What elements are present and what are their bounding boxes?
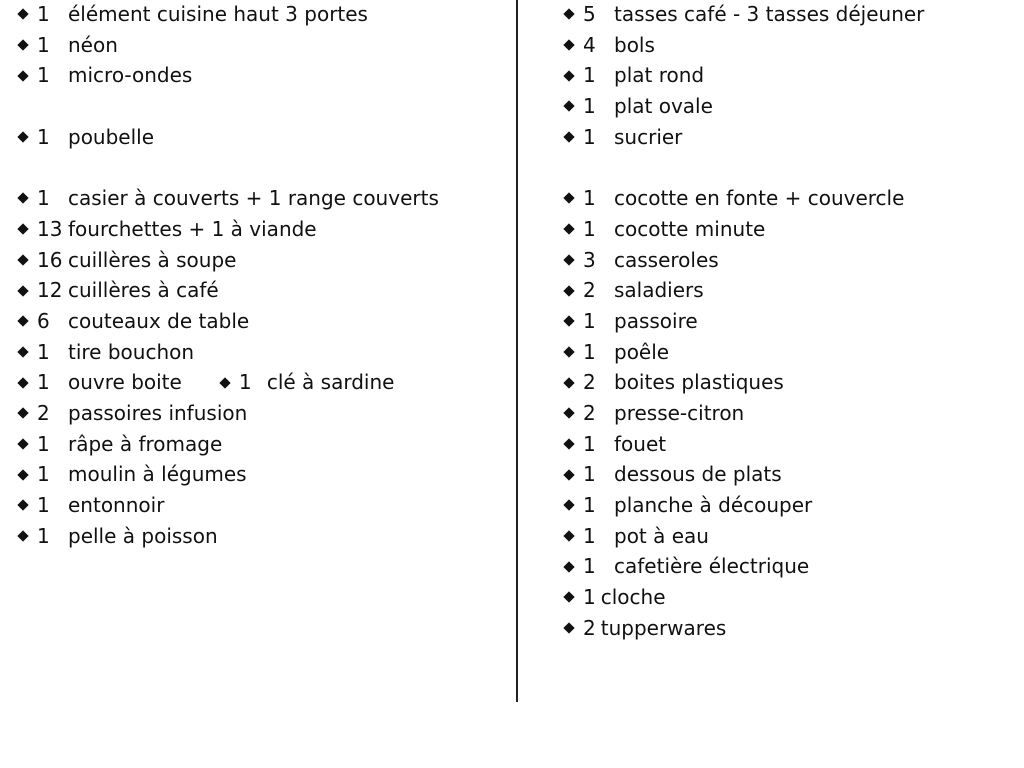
- list-item: [16, 60, 511, 91]
- list-item: [16, 337, 511, 368]
- diamond-bullet-icon: [17, 408, 28, 419]
- item-label: poubelle: [68, 124, 155, 149]
- list-item: [16, 275, 511, 306]
- item-quantity: 1: [583, 216, 596, 241]
- diamond-bullet-icon: [17, 39, 28, 50]
- item-label: moulin à légumes: [68, 462, 247, 487]
- diamond-bullet-icon: [17, 377, 28, 388]
- list-item: [562, 91, 1012, 122]
- list-item: [562, 60, 1012, 91]
- item-label: tire bouchon: [68, 339, 195, 364]
- item-quantity: 2: [583, 370, 596, 395]
- item-label: cafetière électrique: [614, 554, 810, 579]
- item-quantity: 3: [583, 247, 596, 272]
- item-label: fourchettes + 1 à viande: [68, 216, 317, 241]
- item-label: planche à découper: [614, 493, 813, 517]
- diamond-bullet-icon: [563, 254, 574, 265]
- item-label: casier à couverts + 1 range couverts: [68, 186, 439, 211]
- item-label: bols: [614, 32, 655, 57]
- item-label: saladiers: [614, 278, 704, 303]
- diamond-bullet-icon: [563, 469, 574, 480]
- item-label: pot à eau: [614, 523, 709, 548]
- item-label: presse-citron: [614, 400, 745, 425]
- diamond-bullet-icon: [563, 530, 574, 541]
- item-quantity: 1: [583, 431, 596, 456]
- item-quantity: 12: [37, 278, 63, 303]
- item-label: couteaux de table: [68, 308, 250, 333]
- item-label: passoire: [614, 308, 698, 333]
- list-item: [562, 122, 1012, 153]
- diamond-bullet-icon: [563, 408, 574, 419]
- list-item: [562, 214, 1012, 245]
- diamond-bullet-icon: [17, 346, 28, 357]
- list-item: [16, 0, 511, 30]
- item-quantity: 1: [583, 493, 596, 517]
- list-item: [16, 122, 511, 153]
- item-label: sucrier: [614, 124, 683, 149]
- item-label: clé à sardine: [266, 370, 395, 395]
- list-item: [16, 183, 511, 214]
- list-item: [562, 183, 1012, 214]
- diamond-bullet-icon: [17, 469, 28, 480]
- diamond-bullet-icon: [563, 561, 574, 572]
- item-quantity: 1: [583, 308, 596, 333]
- item-label: cuillères à soupe: [68, 247, 237, 272]
- item-quantity: 1: [583, 523, 596, 548]
- list-item: [16, 306, 511, 337]
- diamond-bullet-icon: [563, 101, 574, 112]
- list-item: [16, 367, 511, 398]
- list-item: [16, 459, 511, 490]
- item-quantity: 2: [583, 278, 596, 303]
- list-item: [562, 337, 1012, 368]
- item-quantity: 4: [583, 32, 596, 57]
- diamond-bullet-icon: [563, 39, 574, 50]
- list-item: [562, 245, 1012, 276]
- item-quantity: 1: [583, 554, 596, 579]
- item-label: passoires infusion: [68, 400, 248, 425]
- item-quantity: 6: [37, 308, 50, 333]
- list-item: [562, 490, 1012, 521]
- item-label: fouet: [614, 431, 667, 456]
- diamond-bullet-icon: [17, 9, 28, 20]
- item-label: tasses café - 3 tasses déjeuner: [614, 2, 925, 26]
- item-label: tupperwares: [600, 615, 727, 640]
- item-quantity: 1: [238, 370, 252, 395]
- list-item: [16, 521, 511, 552]
- diamond-bullet-icon: [563, 9, 574, 20]
- list-item: [562, 459, 1012, 490]
- item-quantity: 1: [37, 32, 50, 57]
- diamond-bullet-icon: [563, 70, 574, 81]
- left-inventory-column: [16, 0, 511, 551]
- list-item: [562, 582, 1012, 613]
- item-quantity: 2: [583, 615, 596, 640]
- diamond-bullet-icon: [17, 500, 28, 511]
- diamond-bullet-icon: [17, 438, 28, 449]
- item-quantity: 2: [583, 400, 596, 425]
- right-inventory-column: [562, 0, 1012, 643]
- diamond-bullet-icon: [563, 622, 574, 633]
- item-label: ouvre boite: [68, 370, 182, 395]
- item-label: boites plastiques: [614, 370, 784, 395]
- item-quantity: 1: [583, 63, 596, 88]
- item-quantity: 16: [37, 247, 63, 272]
- list-spacer: [562, 152, 1012, 183]
- item-quantity: 1: [583, 462, 596, 487]
- item-label: cocotte minute: [614, 216, 766, 241]
- item-quantity: 2: [37, 400, 50, 425]
- list-item: [562, 275, 1012, 306]
- diamond-bullet-icon: [563, 223, 574, 234]
- diamond-bullet-icon: [563, 131, 574, 142]
- list-item: [562, 30, 1012, 61]
- list-spacer: [16, 152, 511, 183]
- item-label: râpe à fromage: [68, 431, 223, 456]
- item-quantity: 1: [37, 462, 50, 487]
- diamond-bullet-icon: [563, 316, 574, 327]
- item-label: casseroles: [614, 247, 719, 272]
- list-item: [562, 429, 1012, 460]
- item-label: plat rond: [614, 63, 705, 88]
- item-quantity: 1: [37, 431, 50, 456]
- list-item: [16, 490, 511, 521]
- diamond-bullet-icon: [17, 316, 28, 327]
- item-label: cocotte en fonte + couvercle: [614, 186, 905, 211]
- diamond-bullet-icon: [563, 500, 574, 511]
- list-item: [562, 367, 1012, 398]
- item-label: poêle: [614, 339, 670, 364]
- diamond-bullet-icon: [563, 193, 574, 204]
- item-label: plat ovale: [614, 94, 713, 119]
- diamond-bullet-icon: [17, 131, 28, 142]
- column-divider: [516, 0, 518, 702]
- item-label: pelle à poisson: [68, 523, 218, 548]
- list-spacer: [16, 91, 511, 122]
- list-item: [16, 398, 511, 429]
- item-label: cloche: [600, 585, 666, 610]
- item-label: néon: [68, 32, 118, 57]
- inline-extra-item: [218, 367, 395, 398]
- diamond-bullet-icon: [563, 377, 574, 388]
- item-quantity: 5: [583, 2, 596, 26]
- diamond-bullet-icon: [17, 285, 28, 296]
- item-quantity: 1: [583, 186, 596, 211]
- diamond-bullet-icon: [17, 254, 28, 265]
- item-quantity: 1: [37, 124, 50, 149]
- item-label: dessous de plats: [614, 462, 782, 487]
- diamond-bullet-icon: [17, 530, 28, 541]
- list-item: [16, 30, 511, 61]
- list-item: [562, 0, 1012, 30]
- item-quantity: 1: [583, 94, 596, 119]
- item-quantity: 1: [37, 63, 50, 88]
- diamond-bullet-icon: [219, 377, 230, 388]
- item-quantity: 1: [37, 370, 50, 395]
- list-item: [16, 245, 511, 276]
- diamond-bullet-icon: [563, 438, 574, 449]
- item-quantity: 13: [37, 216, 63, 241]
- item-quantity: 1: [37, 2, 50, 26]
- list-item: [16, 429, 511, 460]
- item-label: cuillères à café: [68, 278, 219, 303]
- diamond-bullet-icon: [563, 592, 574, 603]
- item-quantity: 1: [37, 186, 50, 211]
- list-item: [562, 521, 1012, 552]
- diamond-bullet-icon: [563, 346, 574, 357]
- diamond-bullet-icon: [17, 223, 28, 234]
- diamond-bullet-icon: [17, 70, 28, 81]
- diamond-bullet-icon: [563, 285, 574, 296]
- list-item: [16, 214, 511, 245]
- item-quantity: 1: [583, 339, 596, 364]
- list-item: [562, 306, 1012, 337]
- item-quantity: 1: [37, 493, 50, 517]
- item-quantity: 1: [583, 124, 596, 149]
- item-label: entonnoir: [68, 493, 165, 517]
- list-item: [562, 613, 1012, 644]
- diamond-bullet-icon: [17, 193, 28, 204]
- list-item: [562, 398, 1012, 429]
- list-item: [562, 551, 1012, 582]
- item-label: élément cuisine haut 3 portes: [68, 2, 368, 26]
- item-label: micro-ondes: [68, 63, 193, 88]
- item-quantity: 1: [37, 523, 50, 548]
- item-quantity: 1: [583, 585, 596, 610]
- item-quantity: 1: [37, 339, 50, 364]
